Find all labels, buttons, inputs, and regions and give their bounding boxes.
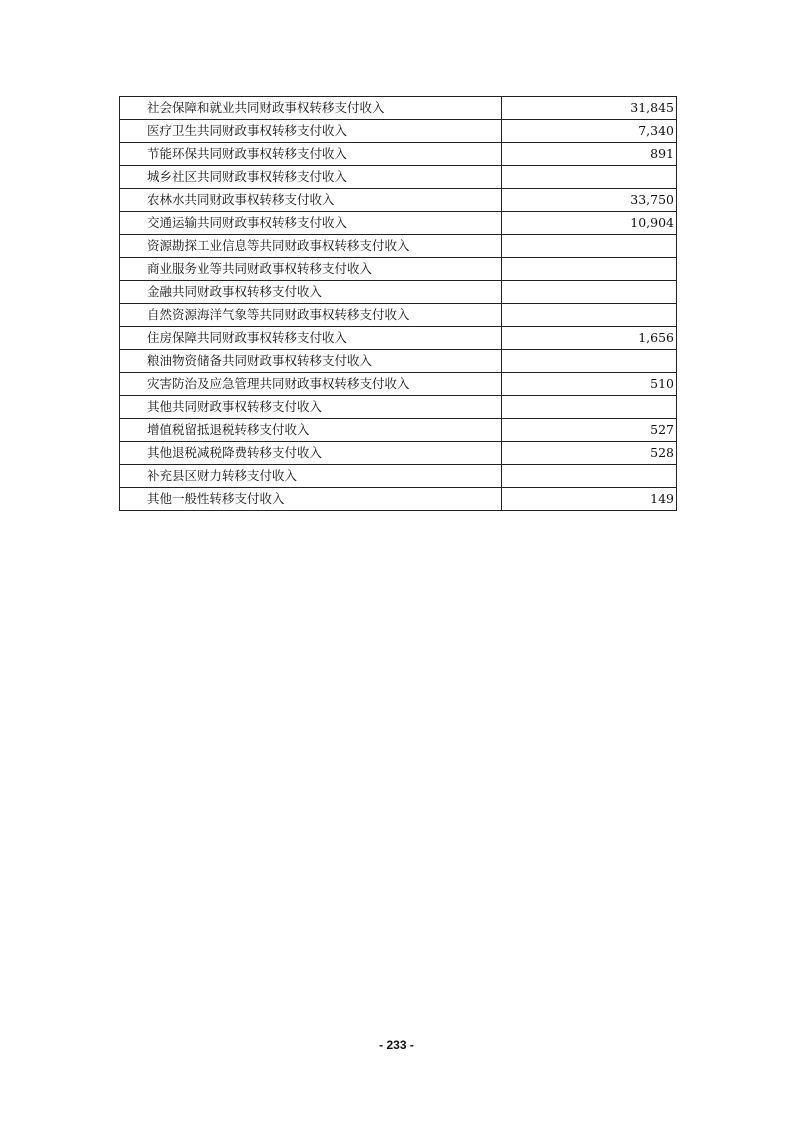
row-amount xyxy=(502,235,677,258)
row-item-label: 医疗卫生共同财政事权转移支付收入 xyxy=(120,120,502,143)
row-amount: 31,845 xyxy=(502,97,677,120)
table-row xyxy=(120,281,677,304)
row-amount: 891 xyxy=(502,143,677,166)
table-row xyxy=(120,465,677,488)
row-item-label: 自然资源海洋气象等共同财政事权转移支付收入 xyxy=(120,304,502,327)
table-row xyxy=(120,488,677,511)
row-amount: 149 xyxy=(502,488,677,511)
row-amount: 528 xyxy=(502,442,677,465)
row-amount: 33,750 xyxy=(502,189,677,212)
row-amount xyxy=(502,350,677,373)
row-item-label: 商业服务业等共同财政事权转移支付收入 xyxy=(120,258,502,281)
row-amount: 7,340 xyxy=(502,120,677,143)
table-row xyxy=(120,235,677,258)
row-item-label: 灾害防治及应急管理共同财政事权转移支付收入 xyxy=(120,373,502,396)
row-item-label: 补充县区财力转移支付收入 xyxy=(120,465,502,488)
row-amount xyxy=(502,258,677,281)
row-item-label: 交通运输共同财政事权转移支付收入 xyxy=(120,212,502,235)
row-item-label: 社会保障和就业共同财政事权转移支付收入 xyxy=(120,97,502,120)
row-amount xyxy=(502,304,677,327)
row-item-label: 节能环保共同财政事权转移支付收入 xyxy=(120,143,502,166)
row-amount xyxy=(502,465,677,488)
table-row xyxy=(120,442,677,465)
row-item-label: 城乡社区共同财政事权转移支付收入 xyxy=(120,166,502,189)
table-row xyxy=(120,166,677,189)
row-amount: 510 xyxy=(502,373,677,396)
row-item-label: 其他共同财政事权转移支付收入 xyxy=(120,396,502,419)
table-row xyxy=(120,327,677,350)
row-amount xyxy=(502,281,677,304)
row-amount: 527 xyxy=(502,419,677,442)
row-item-label: 农林水共同财政事权转移支付收入 xyxy=(120,189,502,212)
row-item-label: 资源勘探工业信息等共同财政事权转移支付收入 xyxy=(120,235,502,258)
row-amount xyxy=(502,166,677,189)
row-amount xyxy=(502,396,677,419)
table-row xyxy=(120,373,677,396)
table-row xyxy=(120,143,677,166)
row-item-label: 粮油物资储备共同财政事权转移支付收入 xyxy=(120,350,502,373)
row-amount: 10,904 xyxy=(502,212,677,235)
table-row xyxy=(120,189,677,212)
row-amount: 1,656 xyxy=(502,327,677,350)
table-row xyxy=(120,212,677,235)
table-row xyxy=(120,258,677,281)
table-row xyxy=(120,419,677,442)
page-number: - 233 - xyxy=(379,1038,414,1052)
table-row xyxy=(120,120,677,143)
table-row xyxy=(120,304,677,327)
row-item-label: 增值税留抵退税转移支付收入 xyxy=(120,419,502,442)
table-row xyxy=(120,350,677,373)
row-item-label: 其他退税减税降费转移支付收入 xyxy=(120,442,502,465)
row-item-label: 住房保障共同财政事权转移支付收入 xyxy=(120,327,502,350)
table-row xyxy=(120,97,677,120)
table-row xyxy=(120,396,677,419)
row-item-label: 其他一般性转移支付收入 xyxy=(120,488,502,511)
row-item-label: 金融共同财政事权转移支付收入 xyxy=(120,281,502,304)
transfer-payment-income-table xyxy=(119,96,677,511)
